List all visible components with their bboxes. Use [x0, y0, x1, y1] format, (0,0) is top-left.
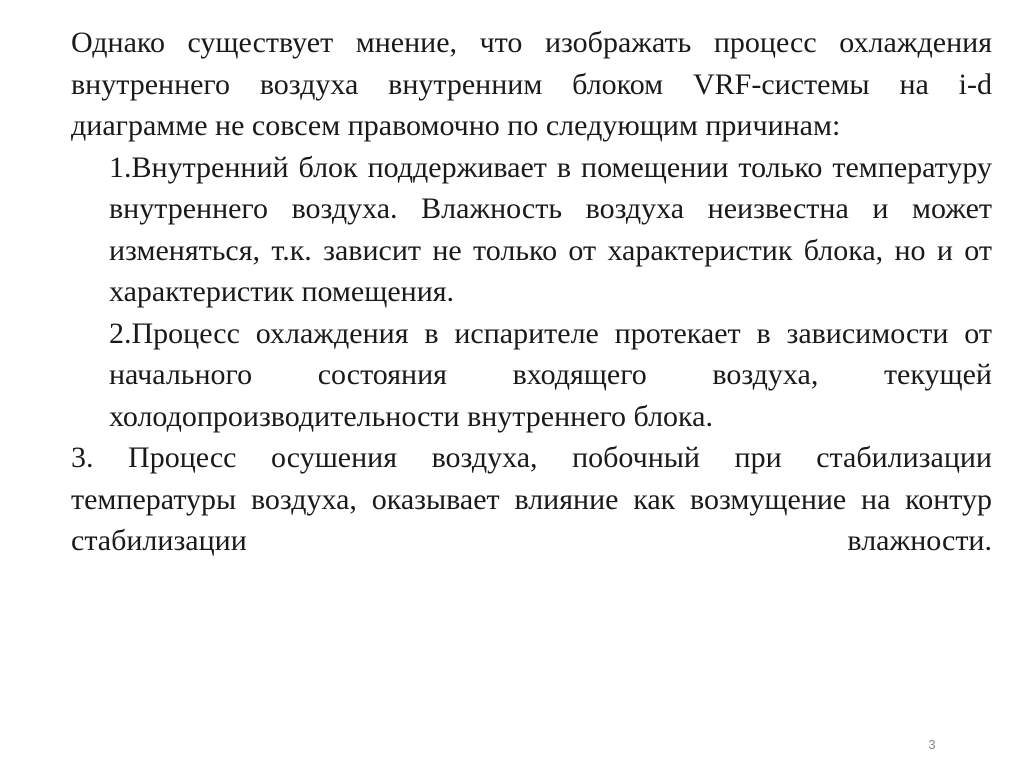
intro-paragraph: Однако существует мнение, что изображать процесс охлаждения внутреннего воздуха внутренним блоком VRF-системы на i-d диаграмме не совсем правомочно по следующим причинам:: [71, 26, 992, 142]
list-item-1: 1.Внутренний блок поддерживает в помещении только температуру внутреннего воздуха. Влажность воздуха неизвестна и может изменяться, т.к. зависит не только от характеристик блока, но и от характеристик помещения.: [109, 150, 992, 308]
list-item-3: 3. Процесс осушения воздуха, побочный при стабилизации температуры воздуха, оказывает влияние как возмущение на контур стабилизации влажности.: [71, 441, 992, 557]
page-number: 3: [928, 737, 936, 752]
slide-content: [71, 22, 992, 562]
list-item-2: 2.Процесс охлаждения в испарителе протекает в зависимости от начального состояния входящего воздуха, текущей холодопроизводительности внутреннего блока.: [109, 316, 992, 433]
